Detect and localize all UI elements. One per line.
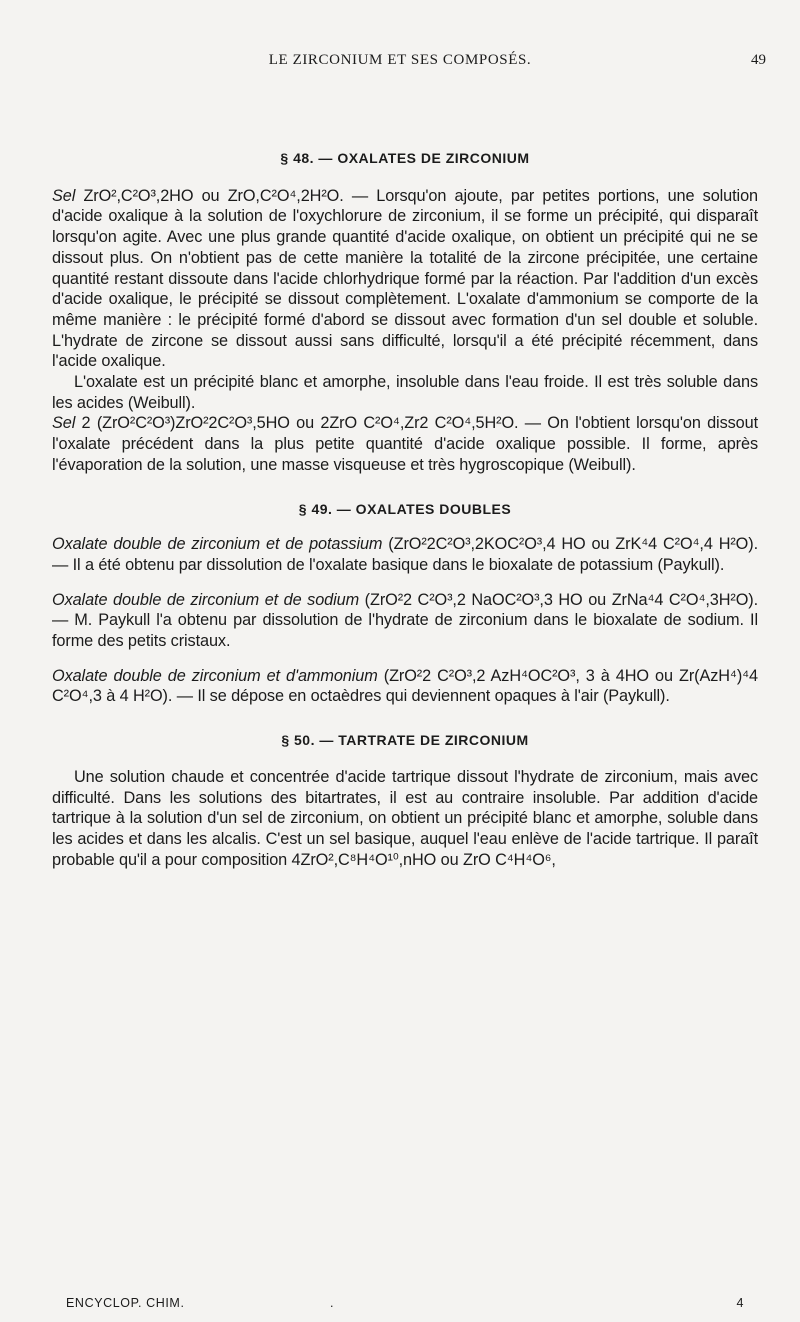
running-title: LE ZIRCONIUM ET SES COMPOSÉS. (268, 52, 532, 68)
paragraph-text: (ZrO²2C²O³,2KOC²O³,4 HO ou ZrK⁴4 C²O⁴,4 H²O). — Il a été obtenu par dissolution de l'oxalate basique dans le bioxalate de potassium (Paykull). (52, 535, 758, 574)
paragraph-lead: Oxalate double de zirconium et d'ammonium (52, 666, 378, 685)
paragraph-lead: Sel (52, 414, 76, 433)
paragraph-text: Une solution chaude et concentrée d'acide tartrique dissout l'hydrate de zirconium, mais avec difficulté. Dans les solutions des bitartrates, il est au contraire insoluble. Par addition d'acide tartrique à la solution d'un sel de zirconium, on obtient un précipité blanc et amorphe, soluble dans les acides et dans les alcalis. C'est un sel basique, auquel l'eau enlève de l'acide tartrique. Il paraît probable qu'il a pour composition 4ZrO²,C⁸H⁴O¹⁰,nHO ou ZrO C⁴H⁴O⁶, (52, 767, 758, 869)
paragraph-text: L'oxalate est un précipité blanc et amorphe, insoluble dans l'eau froide. Il est très soluble dans les acides (Weibull). (52, 373, 758, 412)
body-text (52, 148, 758, 870)
footer-mark: . (330, 1296, 335, 1310)
page-number: 49 (751, 52, 766, 68)
paragraph-lead: Oxalate double de zirconium et de potassium (52, 535, 383, 554)
paragraph-text: (ZrO²2 C²O³,2 AzH⁴OC²O³, 3 à 4HO ou Zr(AzH⁴)⁴4 C²O⁴,3 à 4 H²O). — Il se dépose en octaèdres qui deviennent opaques à l'air (Paykull). (52, 666, 759, 706)
paragraph-text: ZrO²,C²O³,2HO ou ZrO,C²O⁴,2H²O. — Lorsqu'on ajoute, par petites portions, une solution d'acide oxalique à la solution de l'oxychlorure de zirconium, il se forme un précipité, qui disparaît lorsqu'on agite. Avec une plus grande quantité d'acide oxalique, on obtient un précipité qui ne se dissout plus. On n'obtient pas de cette manière la totalité de la zircone précipitée, une certaine quantité restant dissoute dans l'acide chlorhydrique formé par la réaction. Par l'addition d'un excès d'acide oxalique, le précipité se dissout complètement. L'oxalate d'ammonium se comporte de la même manière : le précipité formé d'abord se dissout avec formation d'un sel double et soluble. L'hydrate de zircone se dissout aussi sans difficulté, lorsqu'il a été précipité récemment, dans l'acide oxalique. (52, 186, 758, 371)
footer-signature: ENCYCLOP. CHIM. (66, 1296, 185, 1310)
paragraph-sodium (52, 590, 758, 652)
section-title-oxalates: § 48. — OXALATES DE ZIRCONIUM (280, 150, 530, 166)
paragraph-sel-double (52, 413, 758, 475)
paragraph-lead: Sel (52, 186, 76, 205)
paragraph-oxalate-properties (52, 372, 758, 413)
footer-sheet-number: 4 (736, 1296, 744, 1310)
paragraph-ammonium (52, 666, 758, 707)
page-header (0, 52, 800, 74)
section-title-oxalates-doubles: § 49. — OXALATES DOUBLES (298, 500, 512, 517)
paragraph-lead: Oxalate double de zirconium et de sodium (52, 590, 360, 609)
section-title-tartrate: § 50. — TARTRATE DE ZIRCONIUM (281, 732, 529, 749)
paragraph-text: 2 (ZrO²C²O³)ZrO²2C²O³,5HO ou 2ZrO C²O⁴,Zr2 C²O⁴,5H²O. — On l'obtient lorsqu'on dissout l'oxalate précédent dans la plus petite quantité d'acide oxalique possible. Il forme, après l'évaporation de la solution, une masse visqueuse et très hygroscopique (Weibull). (52, 414, 758, 474)
page-footer (52, 1296, 758, 1312)
paragraph-potassium (52, 534, 758, 575)
paragraph-tartrate (52, 767, 758, 871)
paragraph-text: (ZrO²2 C²O³,2 NaOC²O³,3 HO ou ZrNa⁴4 C²O⁴,3H²O). — M. Paykull l'a obtenu par dissolution de l'hydrate de zirconium dans le bioxalate de sodium. Il forme des petits cristaux. (52, 590, 759, 651)
paragraph-sel-oxalate (52, 186, 758, 372)
